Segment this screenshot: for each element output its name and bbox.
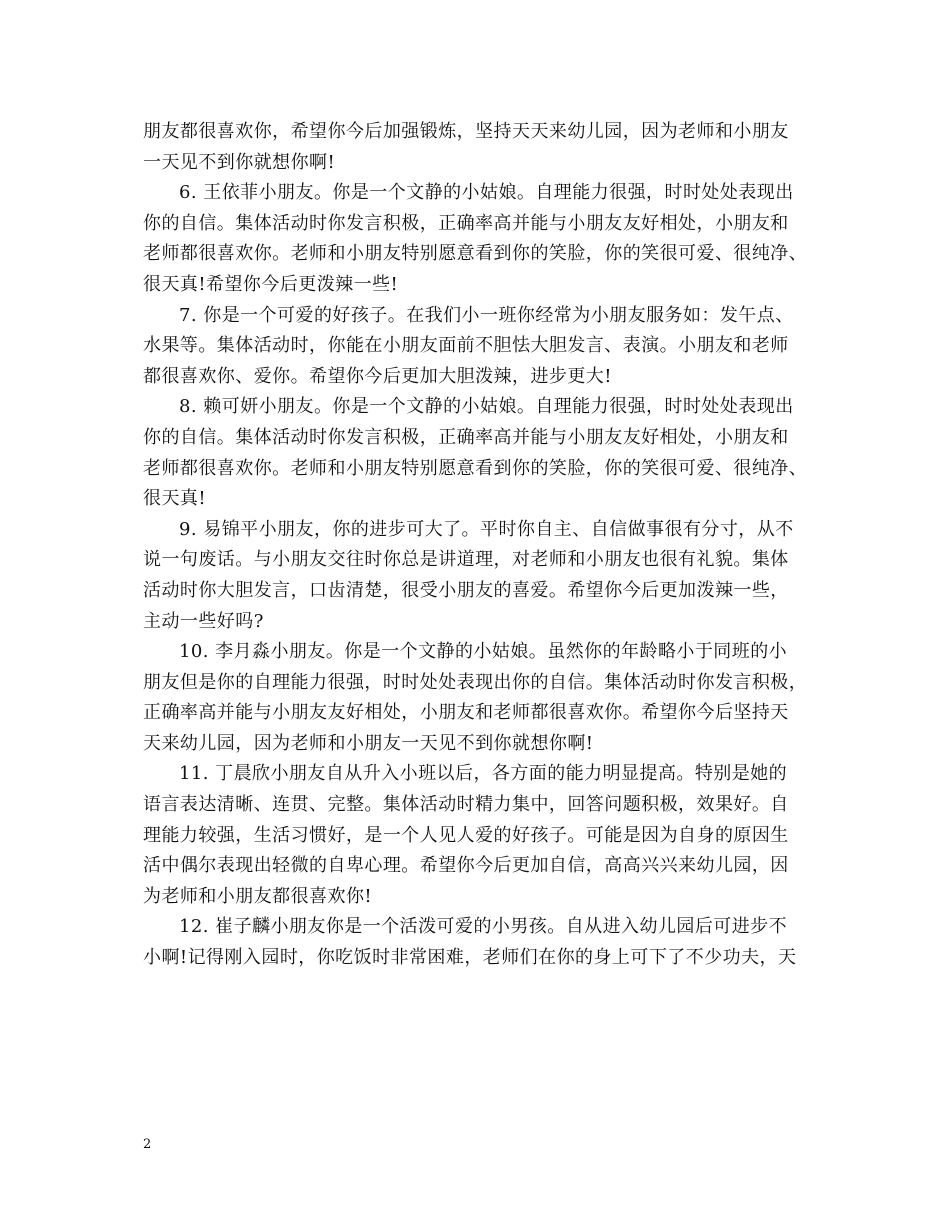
text-line: 很天真! xyxy=(143,488,207,510)
text-line: 主动一些好吗? xyxy=(143,610,264,632)
paragraph-first-line: 7. 你是一个可爱的好孩子。在我们小一班你经常为小朋友服务如：发午点、 xyxy=(179,304,794,326)
text-line: 朋友但是你的自理能力很强，时时处处表现出你的自信。集体活动时你发言积极， xyxy=(143,671,808,693)
text-line: 小啊!记得刚入园时，你吃饭时非常困难，老师们在你的身上可下了不少功夫，天 xyxy=(143,947,797,969)
text-line: 为老师和小朋友都很喜欢你! xyxy=(143,885,373,907)
text-line: 老师都很喜欢你。老师和小朋友特别愿意看到你的笑脸，你的笑很可爱、很纯净、 xyxy=(143,243,808,265)
text-line: 语言表达清晰、连贯、完整。集体活动时精力集中，回答问题积极，效果好。自 xyxy=(143,794,789,816)
text-line: 老师都很喜欢你。老师和小朋友特别愿意看到你的笑脸，你的笑很可爱、很纯净、 xyxy=(143,457,808,479)
text-line: 天来幼儿园，因为老师和小朋友一天见不到你就想你啊! xyxy=(143,732,594,754)
text-line: 理能力较强，生活习惯好，是一个人见人爱的好孩子。可能是因为自身的原因生 xyxy=(143,824,789,846)
text-line: 活动时你大胆发言，口齿清楚，很受小朋友的喜爱。希望你今后更加泼辣一些， xyxy=(143,579,789,601)
paragraph-first-line: 10. 李月淼小朋友。你是一个文静的小姑娘。虽然你的年龄略小于同班的小 xyxy=(179,641,788,663)
text-line: 你的自信。集体活动时你发言积极，正确率高并能与小朋友友好相处，小朋友和 xyxy=(143,212,789,234)
text-line: 活中偶尔表现出轻微的自卑心理。希望你今后更加自信，高高兴兴来幼儿园，因 xyxy=(143,855,789,877)
text-line: 很天真!希望你今后更泼辣一些! xyxy=(143,273,399,295)
text-line: 朋友都很喜欢你，希望你今后加强锻炼，坚持天天来幼儿园，因为老师和小朋友 xyxy=(143,121,789,142)
paragraph-first-line: 9. 易锦平小朋友，你的进步可大了。平时你自主、自信做事很有分寸，从不 xyxy=(179,518,794,540)
page-number: 2 xyxy=(143,1137,152,1152)
document-body xyxy=(143,117,815,974)
paragraph-first-line: 6. 王依菲小朋友。你是一个文静的小姑娘。自理能力很强，时时处处表现出 xyxy=(179,182,794,204)
text-line: 都很喜欢你、爱你。希望你今后更加大胆泼辣，进步更大! xyxy=(143,365,612,387)
text-line: 正确率高并能与小朋友友好相处，小朋友和老师都很喜欢你。希望你今后坚持天 xyxy=(143,702,789,724)
text-line: 水果等。集体活动时，你能在小朋友面前不胆怯大胆发言、表演。小朋友和老师 xyxy=(143,335,789,357)
paragraph-first-line: 11. 丁晨欣小朋友自从升入小班以后，各方面的能力明显提高。特别是她的 xyxy=(179,763,788,785)
text-line: 说一句废话。与小朋友交往时你总是讲道理，对老师和小朋友也很有礼貌。集体 xyxy=(143,549,789,571)
text-line: 一天见不到你就想你啊! xyxy=(143,151,336,173)
paragraph-first-line: 12. 崔子麟小朋友你是一个活泼可爱的小男孩。自从进入幼儿园后可进步不 xyxy=(179,916,788,938)
text-line: 你的自信。集体活动时你发言积极，正确率高并能与小朋友友好相处，小朋友和 xyxy=(143,426,789,448)
paragraph-first-line: 8. 赖可妍小朋友。你是一个文静的小姑娘。自理能力很强，时时处处表现出 xyxy=(179,396,794,418)
